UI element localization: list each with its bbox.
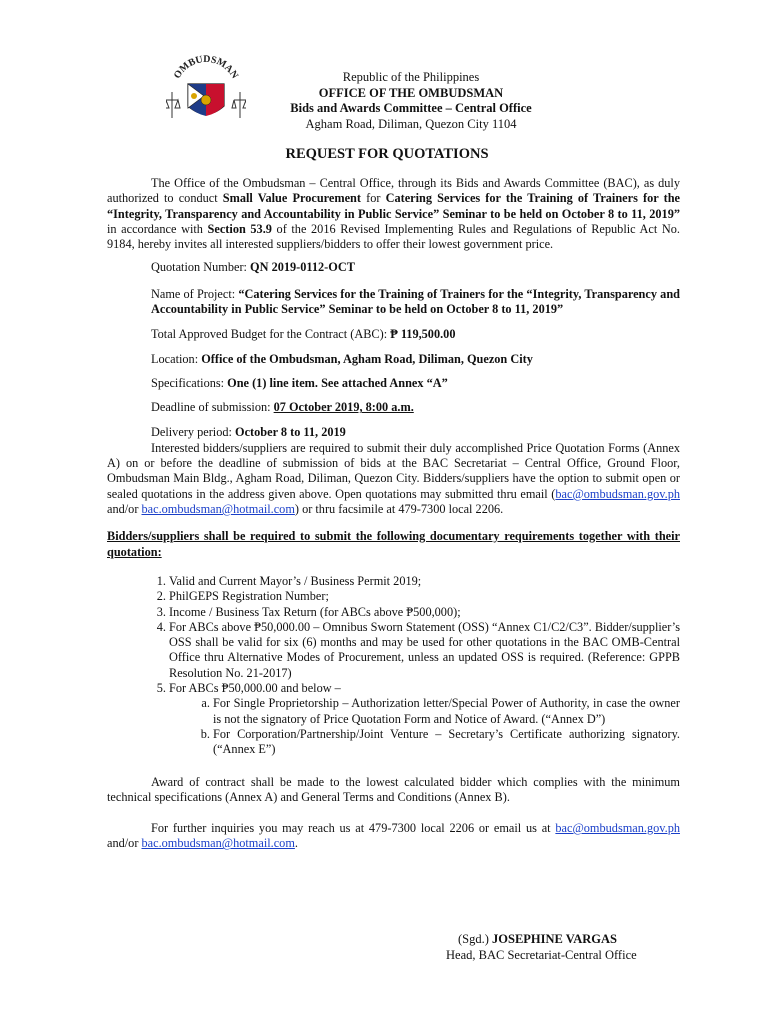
document-body <box>107 176 680 852</box>
project-name-inline: Catering Services for the Training of Trainers for the “Integrity, Transparency and Accountability in Public Service” Seminar to be held on October 8 to 11, 2019” <box>107 191 681 221</box>
list-item-text: For ABCs ₱50,000.00 and below – <box>169 681 341 696</box>
email-link-hotmail[interactable]: bac.ombudsman@hotmail.com <box>141 502 295 517</box>
header-office: OFFICE OF THE OMBUDSMAN <box>318 85 504 100</box>
header-committee: Bids and Awards Committee – Central Office <box>290 101 532 115</box>
intro-text: of the 2016 Revised Implementing Rules and Regulations of Republic Act No. 9184, hereby invites all interested suppliers/bidders to offer their lowest government price. <box>107 221 681 252</box>
specifications-value: One (1) line item. See attached Annex “A” <box>227 375 448 390</box>
interested-paragraph <box>107 441 680 517</box>
project-name-value: “Catering Services for the Training of Trainers for the “Integrity, Transparency and Accountability in Public Service” Seminar to be held on October 8 to 11, 2019” <box>151 286 680 317</box>
delivery-row <box>107 425 680 440</box>
requirements-list <box>107 574 680 758</box>
inquiries-text: and/or <box>107 836 142 851</box>
intro-text: for <box>361 191 386 206</box>
svg-text:OMBUDSMAN: OMBUDSMAN <box>171 53 241 81</box>
inquiries-text: . <box>294 836 298 851</box>
email-link-hotmail[interactable]: bac.ombudsman@hotmail.com <box>141 836 295 851</box>
delivery-label: Delivery period: <box>151 424 236 439</box>
list-item <box>169 681 680 757</box>
location-value: Office of the Ombudsman, Agham Road, Diliman, Quezon City <box>201 351 533 366</box>
inquiries-text: For further inquiries you may reach us at 479-7300 local 2206 or email us at <box>151 821 556 836</box>
abc-row <box>107 327 680 342</box>
quotation-number-label: Quotation Number: <box>151 260 251 275</box>
signatory-line <box>446 931 637 947</box>
deadline-label: Deadline of submission: <box>151 400 274 415</box>
list-item: 1. Valid and Current Mayor’s / Business Permit 2019; <box>169 574 680 589</box>
intro-paragraph <box>107 176 680 252</box>
email-link-ombudsman[interactable]: bac@ombudsman.gov.ph <box>555 821 680 836</box>
location-label: Location: <box>151 351 202 366</box>
procurement-mode: Small Value Procurement <box>222 191 361 206</box>
specifications-label: Specifications: <box>151 375 228 390</box>
interested-text: ) or thru facsimile at 479-7300 local 2206. <box>294 502 504 517</box>
requirements-heading: Bidders/suppliers shall be required to submit the following documentary requirements together with their quotation: <box>107 529 680 559</box>
project-name-label: Name of Project: <box>151 286 239 301</box>
intro-text: in accordance with <box>107 221 208 236</box>
email-link-ombudsman[interactable]: bac@ombudsman.gov.ph <box>555 486 680 501</box>
letterhead <box>0 70 770 132</box>
deadline-value: 07 October 2019, 8:00 a.m. <box>273 400 414 415</box>
project-name-row <box>107 287 680 318</box>
sub-requirements-list <box>169 696 680 757</box>
header-country: Republic of the Philippines <box>342 70 480 84</box>
list-item: 4. For ABCs above ₱50,000.00 – Omnibus Sworn Statement (OSS) “Annex C1/C2/C3”. Bidder/supplier’s OSS shall be valid for six (6) months and may be used for other quotations in the BAC OMB-Central Office thru Alternative Modes of Procurement, unless an updated OSS is required. (Reference: GPPB Resolution No. 21-2017) <box>169 620 680 681</box>
abc-value: ₱ 119,500.00 <box>390 327 456 342</box>
abc-label: Total Approved Budget for the Contract (ABC): <box>151 327 391 342</box>
specifications-row <box>107 376 680 391</box>
list-item: 2. PhilGEPS Registration Number; <box>169 589 680 604</box>
signatory-name: JOSEPHINE VARGAS <box>492 932 617 946</box>
quotation-number-row <box>107 260 680 275</box>
intro-text: The Office of the Ombudsman – Central Office, through its Bids and Awards Committee (BAC), as duly authorized to conduct <box>107 176 680 206</box>
signatory-position: Head, BAC Secretariat-Central Office <box>446 948 637 962</box>
section-reference: Section 53.9 <box>207 221 272 236</box>
sub-list-item: b. For Corporation/Partnership/Joint Venture – Secretary’s Certificate authorizing signatory. (“Annex E”) <box>213 727 680 758</box>
document-title: REQUEST FOR QUOTATIONS <box>285 146 489 162</box>
quotation-number-value: QN 2019-0112-OCT <box>250 260 355 275</box>
signature-block <box>446 931 637 963</box>
award-paragraph: Award of contract shall be made to the lowest calculated bidder which complies with the minimum technical specifications (Annex A) and General Terms and Conditions (Annex B). <box>107 774 680 804</box>
header-address: Agham Road, Diliman, Quezon City 1104 <box>305 116 517 131</box>
interested-text: and/or <box>107 502 142 517</box>
location-row <box>107 352 680 367</box>
inquiries-paragraph <box>107 821 680 852</box>
sub-list-item: a. For Single Proprietorship – Authorization letter/Special Power of Authority, in case the owner is not the signatory of Price Quotation Form and Notice of Award. (“Annex D”) <box>213 696 680 727</box>
delivery-value: October 8 to 11, 2019 <box>235 424 346 439</box>
deadline-row <box>107 400 680 415</box>
signed-prefix: (Sgd.) <box>458 932 493 946</box>
list-item: 3. Income / Business Tax Return (for ABCs above ₱500,000); <box>169 605 680 620</box>
interested-text: Interested bidders/suppliers are required to submit their duly accomplished Price Quotation Forms (Annex A) on or before the deadline of submission of bids at the BAC Secretariat – Central Office, Ground Floor, Ombudsman Main Bldg., Agham Road, Diliman, Quezon City. Bidders/suppliers have the option to submit open or sealed quotations in the address given above. Open quotations may submitted thru email ( <box>107 440 680 501</box>
